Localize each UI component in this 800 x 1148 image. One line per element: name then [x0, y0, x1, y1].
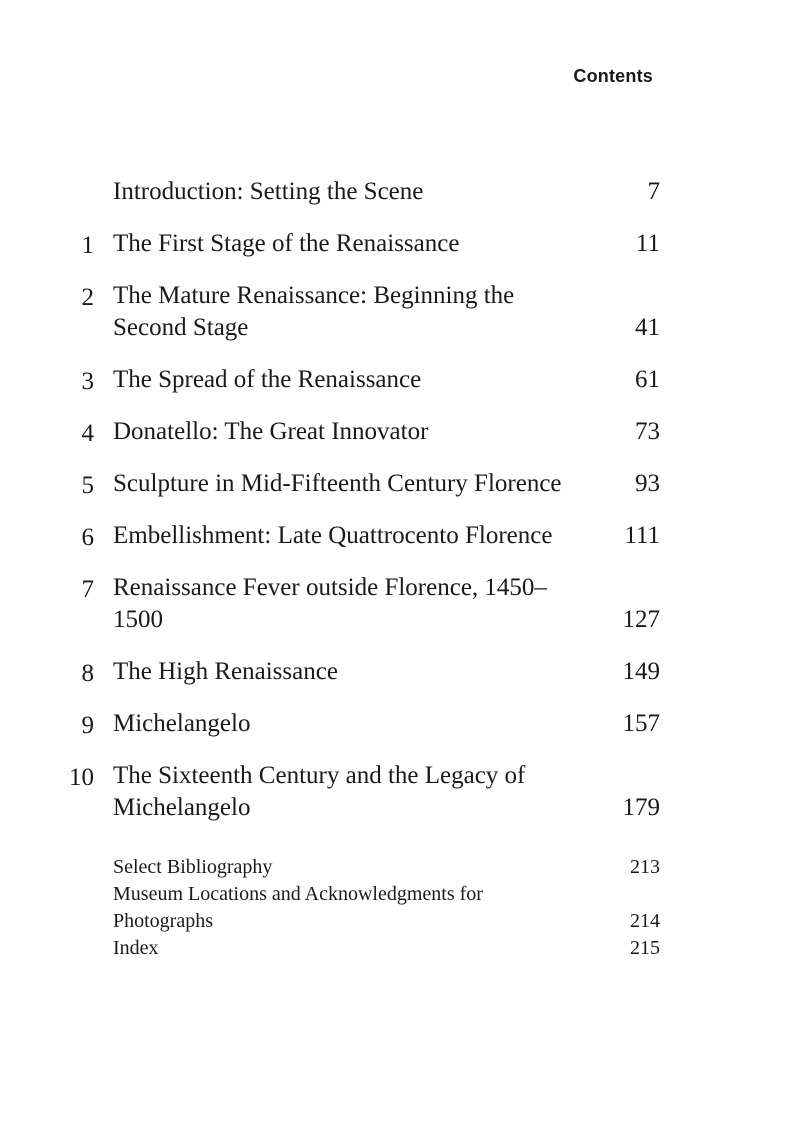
contents-heading: Contents — [573, 66, 653, 86]
page-number: 215 — [630, 937, 660, 959]
toc-entry-introduction[interactable] — [60, 176, 660, 208]
toc-entry-museum-locations[interactable] — [60, 881, 660, 935]
page-number: 157 — [622, 710, 660, 737]
toc-entry-chapter-3[interactable] — [60, 364, 660, 396]
page-number: 179 — [622, 794, 660, 821]
chapter-title: The First Stage of the Renaissance — [113, 230, 460, 257]
toc-entry-chapter-5[interactable] — [60, 468, 660, 500]
toc-entry-chapter-8[interactable] — [60, 656, 660, 688]
toc-entry-chapter-10[interactable] — [60, 760, 660, 824]
chapter-title: Embellishment: Late Quattrocento Florence — [113, 522, 553, 549]
chapter-number: 1 — [81, 232, 94, 259]
chapter-title: The Spread of the Renaissance — [113, 366, 422, 393]
chapter-title: Michelangelo — [113, 710, 251, 737]
page-number: 213 — [630, 856, 660, 878]
chapter-title: The Sixteenth Century and the Legacy of Michelangelo — [113, 762, 526, 821]
back-matter-title: Select Bibliography — [113, 856, 273, 878]
toc-entry-bibliography[interactable] — [60, 854, 660, 881]
chapter-number: 4 — [81, 420, 94, 447]
chapter-number: 10 — [69, 764, 94, 791]
chapter-title: Introduction: Setting the Scene — [113, 178, 424, 205]
page-number: 7 — [647, 178, 660, 205]
page-number: 73 — [635, 418, 660, 445]
back-matter — [60, 854, 660, 962]
page-number: 11 — [635, 230, 660, 257]
page-number: 214 — [630, 910, 660, 932]
chapter-title: The Mature Renaissance: Beginning the Second Stage — [113, 282, 515, 341]
toc-entry-index[interactable] — [60, 935, 660, 962]
page-number: 149 — [622, 658, 660, 685]
toc-entry-chapter-1[interactable] — [60, 228, 660, 260]
page-number: 41 — [635, 314, 660, 341]
table-of-contents — [60, 172, 660, 962]
page-number: 93 — [635, 470, 660, 497]
chapter-title: The High Renaissance — [113, 658, 338, 685]
chapter-number: 7 — [81, 576, 94, 603]
toc-entry-chapter-4[interactable] — [60, 416, 660, 448]
toc-entry-chapter-2[interactable] — [60, 280, 660, 344]
chapter-number: 5 — [81, 472, 94, 499]
chapter-title: Sculpture in Mid-Fifteenth Century Florence — [113, 470, 562, 497]
page-number: 127 — [622, 606, 660, 633]
chapter-title: Renaissance Fever outside Florence, 1450–1500 — [113, 574, 547, 633]
chapter-number: 2 — [81, 284, 94, 311]
toc-entry-chapter-6[interactable] — [60, 520, 660, 552]
chapter-number: 6 — [81, 524, 94, 551]
back-matter-title: Museum Locations and Acknowledgments for Photographs — [113, 883, 483, 932]
chapter-number: 3 — [81, 368, 94, 395]
toc-entry-chapter-9[interactable] — [60, 708, 660, 740]
toc-entry-chapter-7[interactable] — [60, 572, 660, 636]
chapter-title: Donatello: The Great Innovator — [113, 418, 429, 445]
page-number: 111 — [624, 522, 660, 549]
chapter-number: 8 — [81, 660, 94, 687]
page-number: 61 — [635, 366, 660, 393]
back-matter-title: Index — [113, 937, 159, 959]
chapter-number: 9 — [81, 712, 94, 739]
